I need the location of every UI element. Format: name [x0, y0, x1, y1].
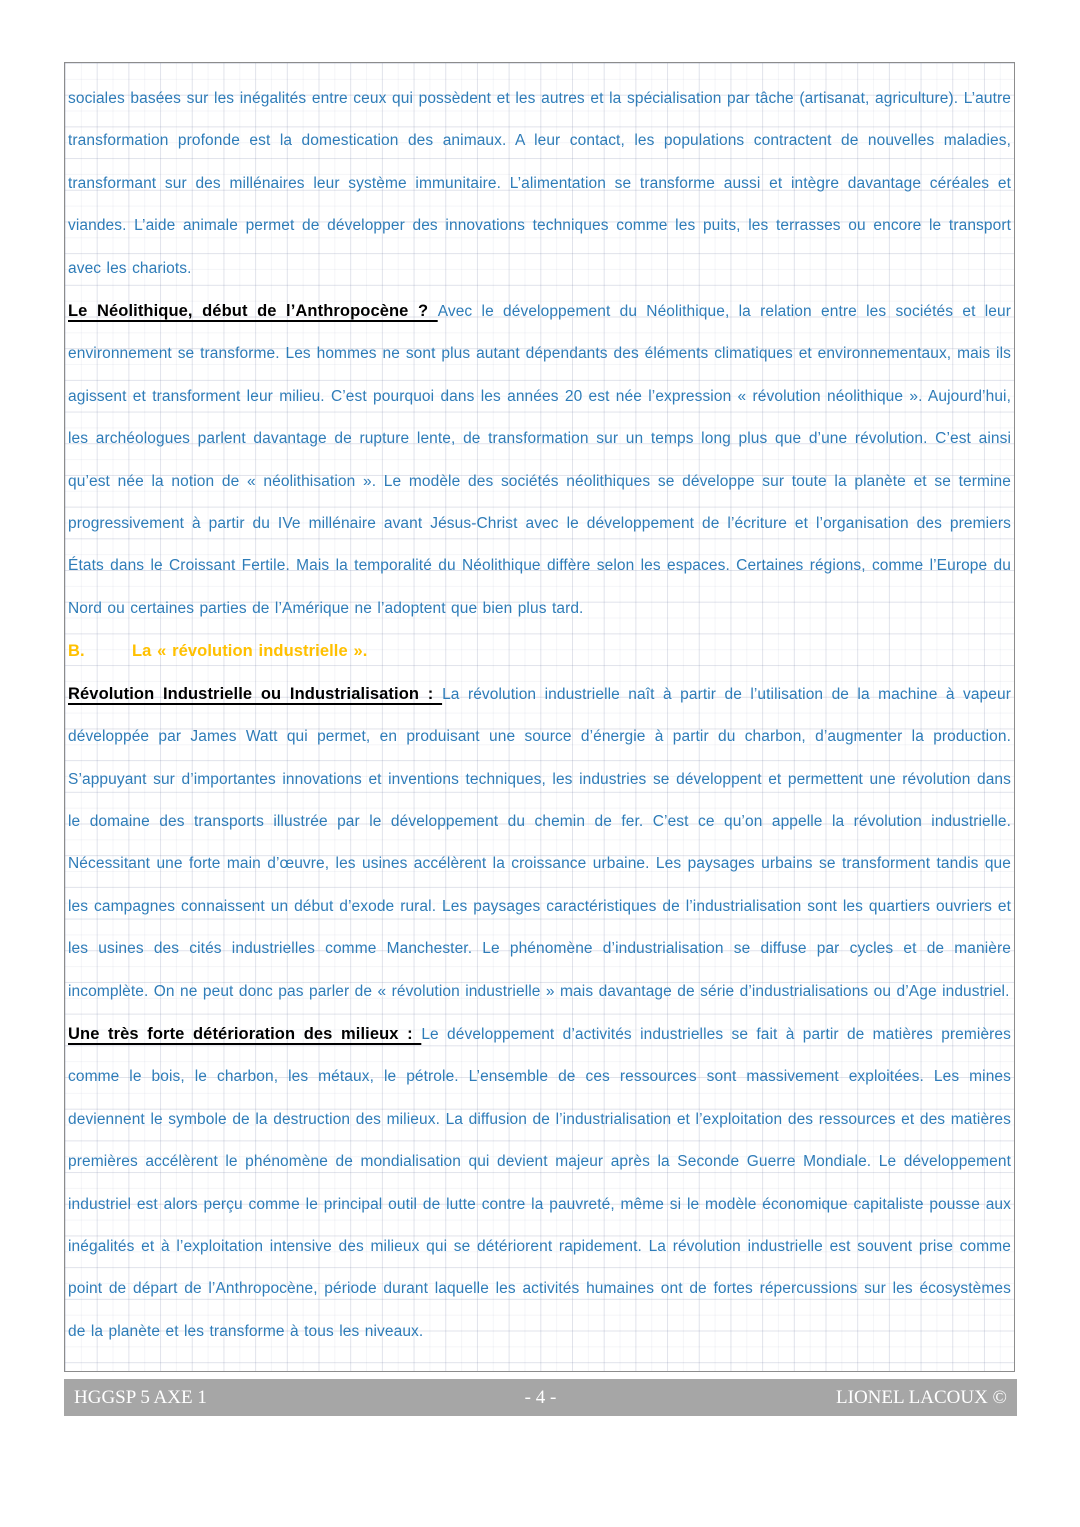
paragraph-deterioration-text: Le développement d’activités industrielles se fait à partir de matières premières comme le bois, le charbon, les métaux, le pétrole. L’ensemble de ces ressources sont massivement exploitées. Les mines deviennent le symbole de la destruction des milieux. La diffusion de l’industrialisation et l’exploitation des ressources et des matières premières accélèrent le phénomène de mondialisation qui devient majeur après la Seconde Guerre Mondiale. Le développement industriel est alors perçu comme le principal outil de lutte contre la pauvreté, même si le modèle économique capitaliste pousse aux inégalités et à l’exploitation intensive des milieux qui se détériorent rapidement. La révolution industrielle est souvent prise comme point de départ de l’Anthropocène, période durant laquelle les activités humaines ont de fortes répercussions sur les écosystèmes de la planète et les transforme à tous les niveaux. — [68, 1025, 1012, 1340]
document-body — [68, 78, 1011, 1353]
paragraph-intro — [68, 78, 1011, 290]
section-b-title: La « révolution industrielle ». — [132, 642, 368, 661]
paragraph-neolithique — [68, 290, 1011, 630]
paragraph-revolution-text: La révolution industrielle naît à partir de l’utilisation de la machine à vapeur développée par James Watt qui permet, en produisant une source d’énergie à partir du charbon, d’augmenter la production. S’appuyant sur d’importantes innovations et inventions techniques, les industries se développent et permettent une révolution dans le domaine des transports illustrée par le développement du chemin de fer. C’est ce qu’on appelle la révolution industrielle. Nécessitant une forte main d’œuvre, les usines accélèrent la croissance urbaine. Les paysages urbains se transforment tandis que les campagnes connaissent un début d’exode rural. Les paysages caractéristiques de l’industrialisation sont les quartiers ouvriers et les usines des cités industrielles comme Manchester. Le phénomène d’industrialisation se diffuse par cycles et de manière incomplète. On ne peut donc pas parler de « révolution industrielle » mais davantage de série d’industrialisations ou d’Age industriel. — [68, 685, 1011, 1000]
runin-heading-revolution: Révolution Industrielle ou Industrialisation : — [68, 684, 443, 703]
paragraph-deterioration — [68, 1013, 1011, 1353]
footer-author: LIONEL LACOUX © — [836, 1386, 1007, 1408]
runin-heading-deterioration: Une très forte détérioration des milieux : — [68, 1024, 422, 1043]
footer-course-code: HGGSP 5 AXE 1 — [74, 1386, 207, 1408]
footer-page-number: - 4 - — [524, 1386, 557, 1408]
paragraph-revolution — [68, 673, 1011, 1013]
runin-heading-neolithique: Le Néolithique, début de l’Anthropocène ? — [68, 302, 438, 321]
notebook-page — [64, 62, 1015, 1372]
section-b-heading — [68, 630, 1011, 672]
paragraph-neolithique-text: Avec le développement du Néolithique, la relation entre les sociétés et leur environnement se transforme. Les hommes ne sont plus autant dépendants des éléments climatiques et environnementaux, mais ils agissent et transforment leur milieu. C’est pourquoi dans les années 20 est née l’expression « révolution néolithique ». Aujourd’hui, les archéologues parlent davantage de rupture lente, de transformation sur un temps long plus que d’une révolution. C’est ainsi qu’est née la notion de « néolithisation ». Le modèle des sociétés néolithiques se développe sur toute la planète et se termine progressivement à partir du IVe millénaire avant Jésus-Christ avec le développement de l’écriture et l’organisation des premiers États dans le Croissant Fertile. Mais la temporalité du Néolithique diffère selon les espaces. Certaines régions, comme l’Europe du Nord ou certaines parties de l’Amérique ne l’adoptent que bien plus tard. — [68, 303, 1011, 617]
section-b-number: B. — [68, 642, 85, 661]
paragraph-intro-text: sociales basées sur les inégalités entre ceux qui possèdent et les autres et la spécialisation par tâche (artisanat, agriculture). L’autre transformation profonde est la domestication des animaux. A leur contact, les populations contractent de nouvelles maladies, transformant sur des millénaires leur système immunitaire. L’alimentation se transforme aussi et intègre davantage céréales et viandes. L’aide animale permet de développer des innovations techniques comme les puits, les terrasses ou encore le transport avec les chariots. — [68, 90, 1011, 277]
footer-bar — [64, 1379, 1017, 1416]
